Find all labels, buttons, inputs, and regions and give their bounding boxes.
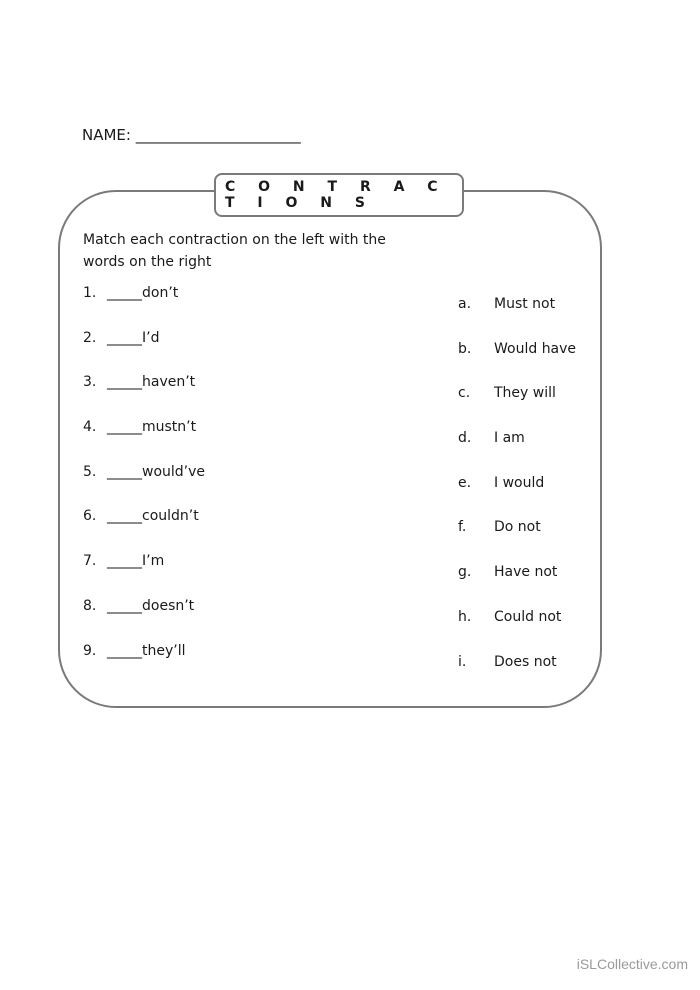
answer-blank[interactable]: _____	[107, 508, 142, 525]
meaning-text: Does not	[494, 653, 557, 670]
contraction-word: I’m	[142, 553, 165, 570]
item-letter: c.	[458, 385, 471, 402]
meanings-list	[458, 296, 576, 698]
answer-blank[interactable]: _____	[107, 553, 142, 570]
item-number: 4.	[83, 419, 97, 436]
item-letter: i.	[458, 653, 467, 670]
contraction-word: mustn’t	[142, 419, 197, 436]
contraction-item	[83, 643, 205, 688]
meaning-item	[458, 519, 576, 564]
item-number: 7.	[83, 553, 97, 570]
contraction-item	[83, 330, 205, 375]
meaning-item	[458, 475, 576, 520]
contraction-item	[83, 553, 205, 598]
instructions: Match each contraction on the left with the words on the right	[83, 232, 386, 270]
meaning-text: Must not	[494, 296, 556, 312]
item-letter: b.	[458, 340, 472, 357]
site-watermark: iSLCollective.com	[576, 956, 688, 972]
meaning-text: Have not	[494, 564, 558, 581]
title-box	[214, 173, 464, 217]
meaning-item	[458, 564, 576, 609]
meaning-item	[458, 430, 576, 475]
contraction-item	[83, 508, 205, 553]
name-field-label: NAME: ______________________	[82, 126, 301, 144]
answer-blank[interactable]: _____	[107, 374, 142, 391]
meaning-text: They will	[494, 385, 556, 402]
contraction-word: would’ve	[142, 463, 206, 480]
worksheet-title: C O N T R A C T I O N S	[225, 179, 447, 211]
contraction-word: don’t	[142, 285, 179, 301]
item-letter: d.	[458, 430, 472, 447]
answer-blank[interactable]: _____	[107, 419, 142, 436]
contraction-word: they’ll	[142, 642, 186, 659]
contraction-item	[83, 464, 205, 509]
contraction-word: couldn’t	[142, 508, 199, 525]
item-letter: e.	[458, 474, 472, 491]
answer-blank[interactable]: _____	[107, 642, 142, 659]
meaning-text: I would	[494, 474, 545, 491]
item-letter: h.	[458, 608, 472, 625]
item-letter: g.	[458, 564, 472, 581]
contraction-item	[83, 598, 205, 643]
meaning-item	[458, 609, 576, 654]
item-number: 3.	[83, 374, 97, 391]
answer-blank[interactable]: _____	[107, 285, 142, 301]
item-number: 6.	[83, 508, 97, 525]
contraction-item	[83, 374, 205, 419]
contraction-word: I’d	[142, 329, 160, 346]
meaning-text: Would have	[494, 340, 577, 357]
item-letter: a.	[458, 296, 472, 312]
item-number: 9.	[83, 642, 97, 659]
meaning-item	[458, 654, 576, 699]
meaning-item	[458, 296, 576, 341]
item-number: 2.	[83, 329, 97, 346]
meaning-text: Do not	[494, 519, 541, 536]
contraction-item	[83, 285, 205, 330]
contractions-list	[83, 285, 205, 687]
meaning-item	[458, 385, 576, 430]
contraction-word: doesn’t	[142, 597, 195, 614]
meaning-item	[458, 341, 576, 386]
answer-blank[interactable]: _____	[107, 597, 142, 614]
answer-blank[interactable]: _____	[107, 463, 142, 480]
answer-blank[interactable]: _____	[107, 329, 142, 346]
item-number: 8.	[83, 597, 97, 614]
item-number: 1.	[83, 285, 97, 301]
meaning-text: I am	[494, 430, 525, 447]
contraction-item	[83, 419, 205, 464]
item-number: 5.	[83, 463, 97, 480]
meaning-text: Could not	[494, 608, 562, 625]
contraction-word: haven’t	[142, 374, 196, 391]
item-letter: f.	[458, 519, 467, 536]
